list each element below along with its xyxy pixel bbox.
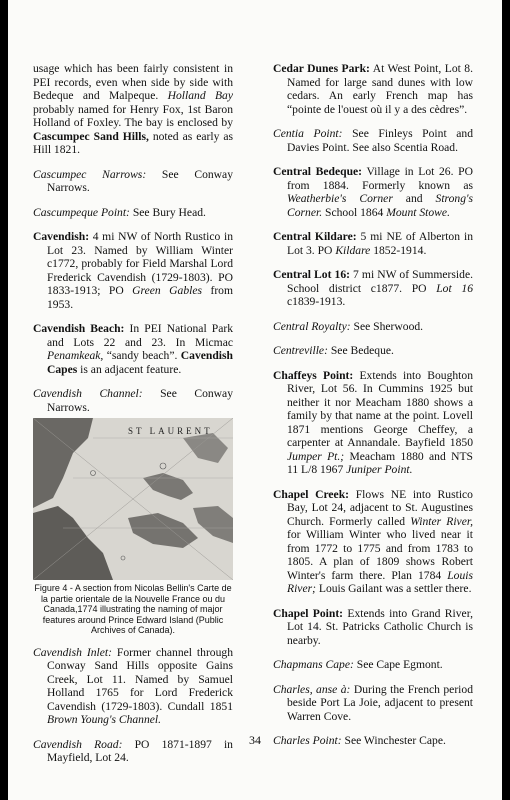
right-column: [273, 62, 473, 759]
entry-holland-bay-continued: usage which has been fairly consistent in PEI records, even when side by side with Bedeque and Malpeque. Holland Bay probably named for Henry Fox, 1st Baron Holland of Foxley. The bay is enclosed by Cascumpec Sand Hills, noted as early as Hill 1821.: [33, 62, 233, 156]
entry-central-kildare: Central Kildare: 5 mi NE of Alberton in Lot 3. PO Kildare 1852-1914.: [273, 230, 473, 257]
page-number: 34: [249, 733, 261, 747]
entry-cascumpec-narrows: Cascumpec Narrows: See Conway Narrows.: [33, 167, 233, 194]
figure-4: [33, 418, 233, 636]
left-column: [33, 62, 233, 776]
historic-map-image: [33, 418, 233, 580]
entry-centreville: Centreville: See Bedeque.: [273, 344, 394, 357]
entry-cedar-dunes-park: Cedar Dunes Park: At West Point, Lot 8. Named for large sand dunes with low cedars. An early French map has “pointe de l'ouest où il y a des cèdres”.: [273, 62, 473, 116]
entry-charles-point: Charles Point: See Winchester Cape.: [273, 734, 446, 747]
entry-chaffeys-point: Chaffeys Point: Extends into Boughton River, Lot 56. In Cummins 1925 but neither it nor Meacham 1880 shows a family by that name at the point. Lovell 1871 mentions George Cheffey, a carpenter at Annandale. Bayfield 1850 Jumper Pt.; Meacham 1880 and NTS 11 L/8 1967 Juniper Point.: [273, 368, 473, 476]
entry-cavendish: Cavendish: 4 mi NW of North Rustico in Lot 23. Named by William Winter c1772, probably for Field Marshal Lord Frederick Cavendish (1729-1803). PO 1833-1913; PO Green Gables from 1953.: [33, 230, 233, 311]
entry-central-royalty: Central Royalty: See Sherwood.: [273, 319, 424, 333]
entry-central-lot-16: Central Lot 16: 7 mi NW of Summerside. School district c1877. PO Lot 16 c1839-1913.: [273, 268, 473, 308]
figure-caption: Figure 4 - A section from Nicolas Bellin's Carte de la partie orientale de la Nouvelle France ou du Canada,1774 illustrating the naming of major features around Prince Edward Island (Public Archives of Canada).: [34, 583, 232, 635]
entry-cavendish-beach: Cavendish Beach: In PEI National Park and Lots 22 and 23. In Micmac Penamkeak, “sandy beach”. Cavendish Capes is an adjacent feature.: [33, 322, 233, 376]
entry-centia-point: Centia Point: See Finleys Point and Davies Point. See also Scentia Road.: [273, 127, 473, 154]
entry-cascumpeque-point: Cascumpeque Point: See Bury Head.: [33, 205, 206, 219]
entry-chapmans-cape: Chapmans Cape: See Cape Egmont.: [273, 658, 443, 671]
entry-chapel-point: Chapel Point: Extends into Grand River, Lot 14. St. Patricks Catholic Church is nearby.: [273, 606, 473, 647]
entry-cavendish-inlet: Cavendish Inlet: Former channel through Conway Sand Hills opposite Gains Creek, Lot 11. Named by Samuel Holland 1765 for Lord Frederick Cavendish (1729-1803). Cundall 1851 Brown Young's Channel.: [33, 645, 233, 726]
entry-cavendish-channel: Cavendish Channel: See Conway Narrows.: [33, 387, 233, 414]
entry-charles-anse: Charles, anse à: During the French period beside Port La Joie, adjacent to present Warren Cove.: [273, 682, 473, 723]
entry-cavendish-road: Cavendish Road: PO 1871-1897 in Mayfield, Lot 24.: [33, 737, 233, 764]
entry-chapel-creek: Chapel Creek: Flows NE into Rustico Bay, Lot 24, adjacent to St. Augustines Church. Formerly called Winter River, for William Winter who lived near it from 1772 to 1775 and from 1783 to 1805. A plan of 1809 shows Robert Winter's farm there. Plan 1784 Louis River; Louis Gailant was a settler there.: [273, 487, 473, 595]
entry-central-bedeque: Central Bedeque: Village in Lot 26. PO from 1884. Formerly known as Weatherbie's Corner and Strong's Corner. School 1864 Mount Stowe.: [273, 165, 474, 219]
book-page: [8, 0, 502, 800]
map-label-st-laurent: ST LAURENT: [128, 426, 213, 436]
